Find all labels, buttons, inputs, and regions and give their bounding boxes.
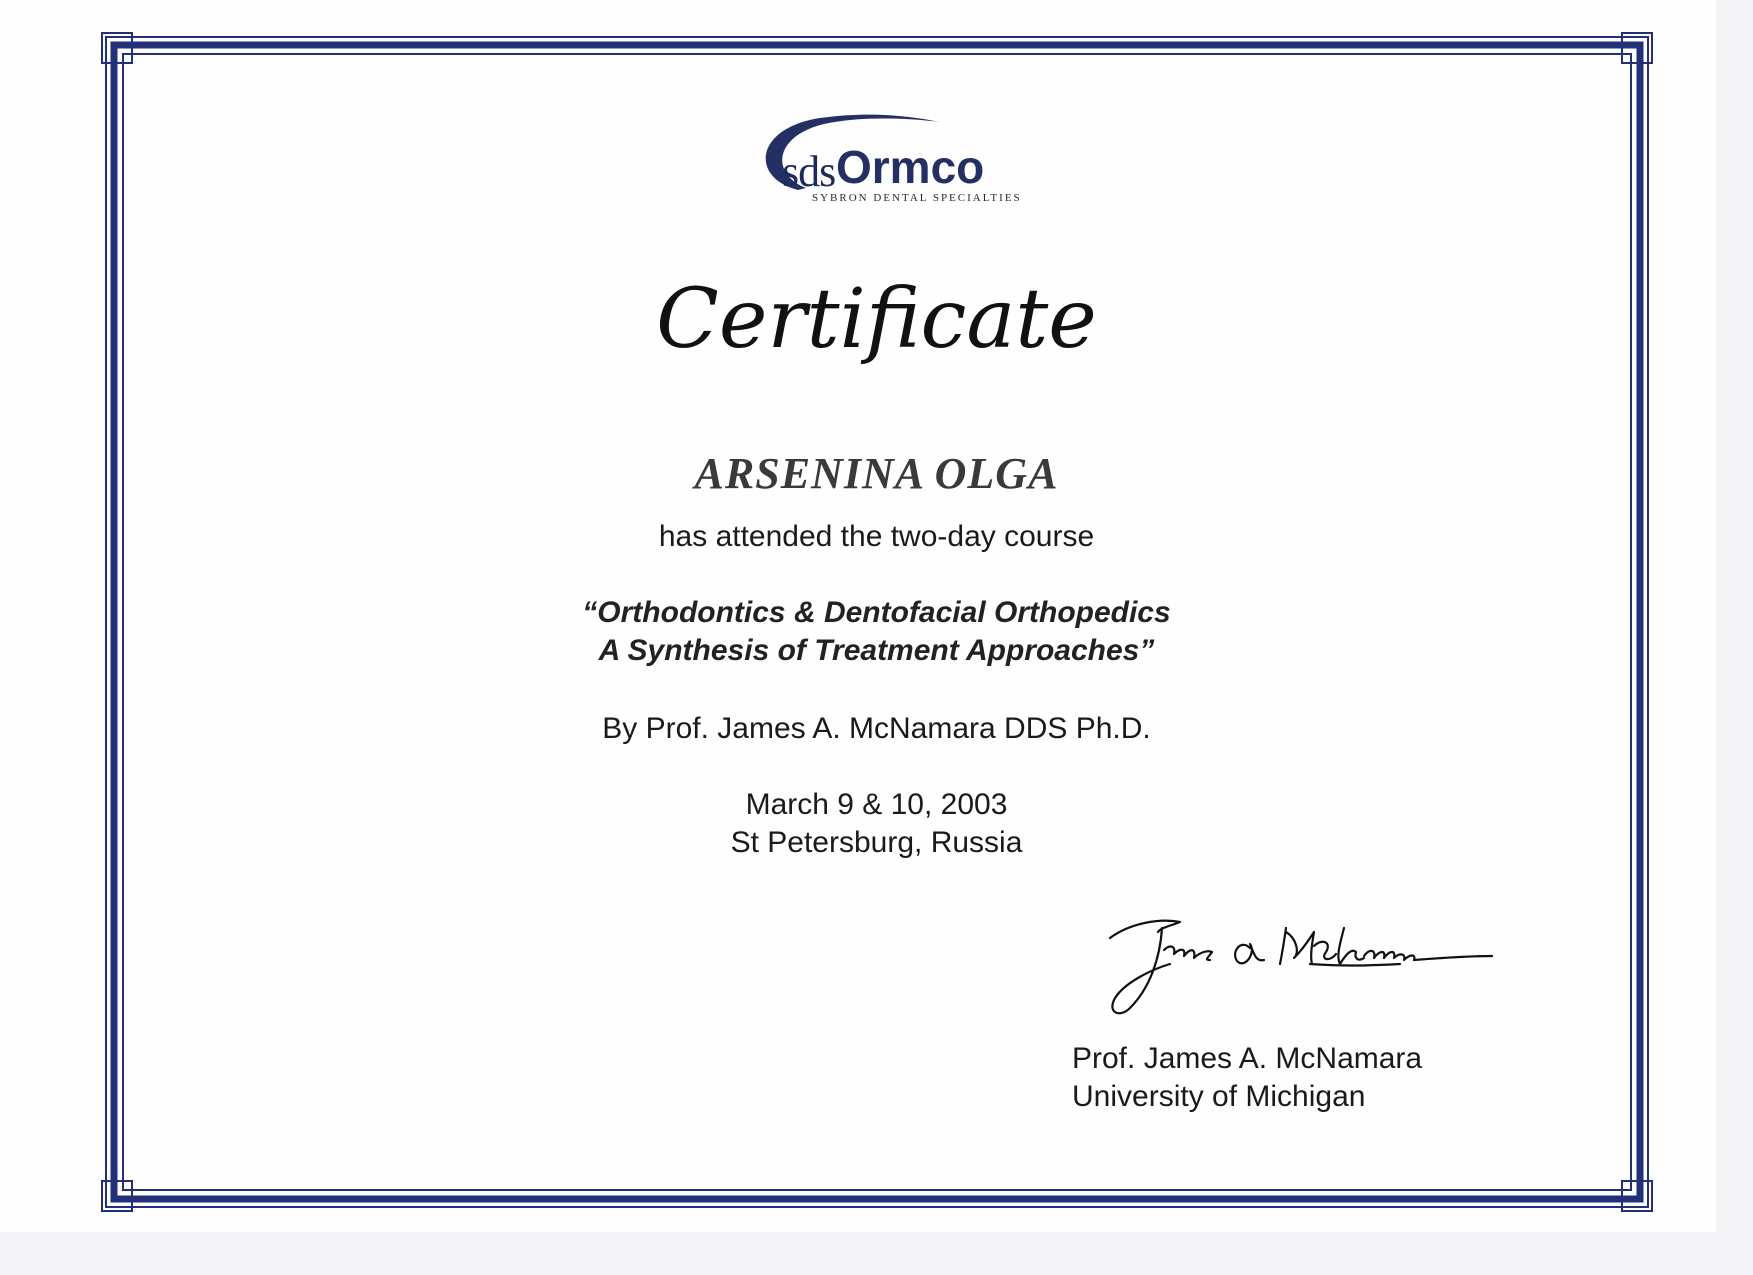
certificate-title: Certificate xyxy=(656,272,1097,367)
ormco-logo xyxy=(740,108,1022,208)
instructor-line: By Prof. James A. McNamara DDS Ph.D. xyxy=(602,712,1151,745)
signatory-name: Prof. James A. McNamara xyxy=(1072,1042,1423,1075)
logo-brand-name: Ormco xyxy=(836,141,985,193)
course-date: March 9 & 10, 2003 xyxy=(745,788,1008,821)
logo-tagline: SYBRON DENTAL SPECIALTIES xyxy=(812,192,1022,204)
logo-mark-sds: sds xyxy=(782,147,836,196)
course-title-line-1: “Orthodontics & Dentofacial Orthopedics xyxy=(582,596,1171,629)
handwritten-signature xyxy=(1100,908,1500,1028)
attended-text: has attended the two-day course xyxy=(658,520,1095,553)
recipient-name: ARSENINA OLGA xyxy=(694,449,1059,498)
course-location: St Petersburg, Russia xyxy=(730,826,1023,859)
course-title-line-2: A Synthesis of Treatment Approaches” xyxy=(598,634,1155,667)
signatory-affiliation: University of Michigan xyxy=(1072,1080,1366,1113)
